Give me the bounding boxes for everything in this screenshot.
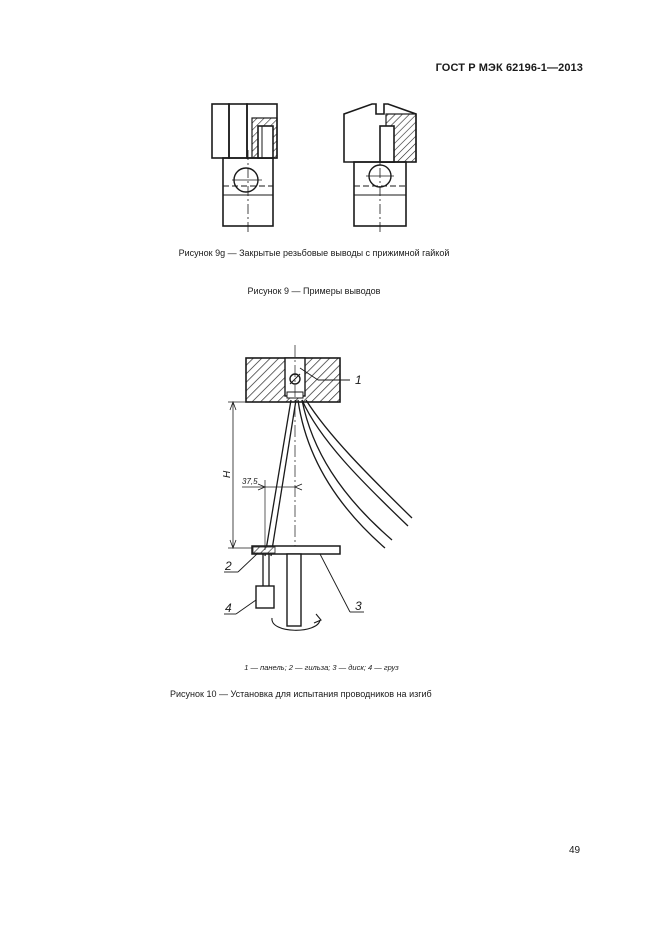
figure-10-drawing xyxy=(224,345,412,630)
label-item-2: 2 xyxy=(225,559,232,573)
page-number: 49 xyxy=(569,845,581,856)
label-dimension-offset: 37,5 xyxy=(242,477,258,486)
label-item-1: 1 xyxy=(355,373,362,387)
label-dimension-h: H xyxy=(222,470,233,478)
label-item-4: 4 xyxy=(225,601,232,615)
document-header: ГОСТ Р МЭК 62196-1—2013 xyxy=(435,62,583,74)
figure-10-caption: Рисунок 10 — Установка для испытания проводников на изгиб xyxy=(170,689,432,699)
terminal-left xyxy=(212,104,277,232)
label-item-3: 3 xyxy=(355,599,362,613)
figure-10-legend: 1 — панель; 2 — гильза; 3 — диск; 4 — груз xyxy=(244,663,399,672)
terminal-right xyxy=(344,104,416,232)
weight-4 xyxy=(256,586,274,608)
figure-9-caption: Рисунок 9 — Примеры выводов xyxy=(247,286,381,296)
figure-9g-caption: Рисунок 9g — Закрытые резьбовые выводы с прижимной гайкой xyxy=(178,248,450,258)
